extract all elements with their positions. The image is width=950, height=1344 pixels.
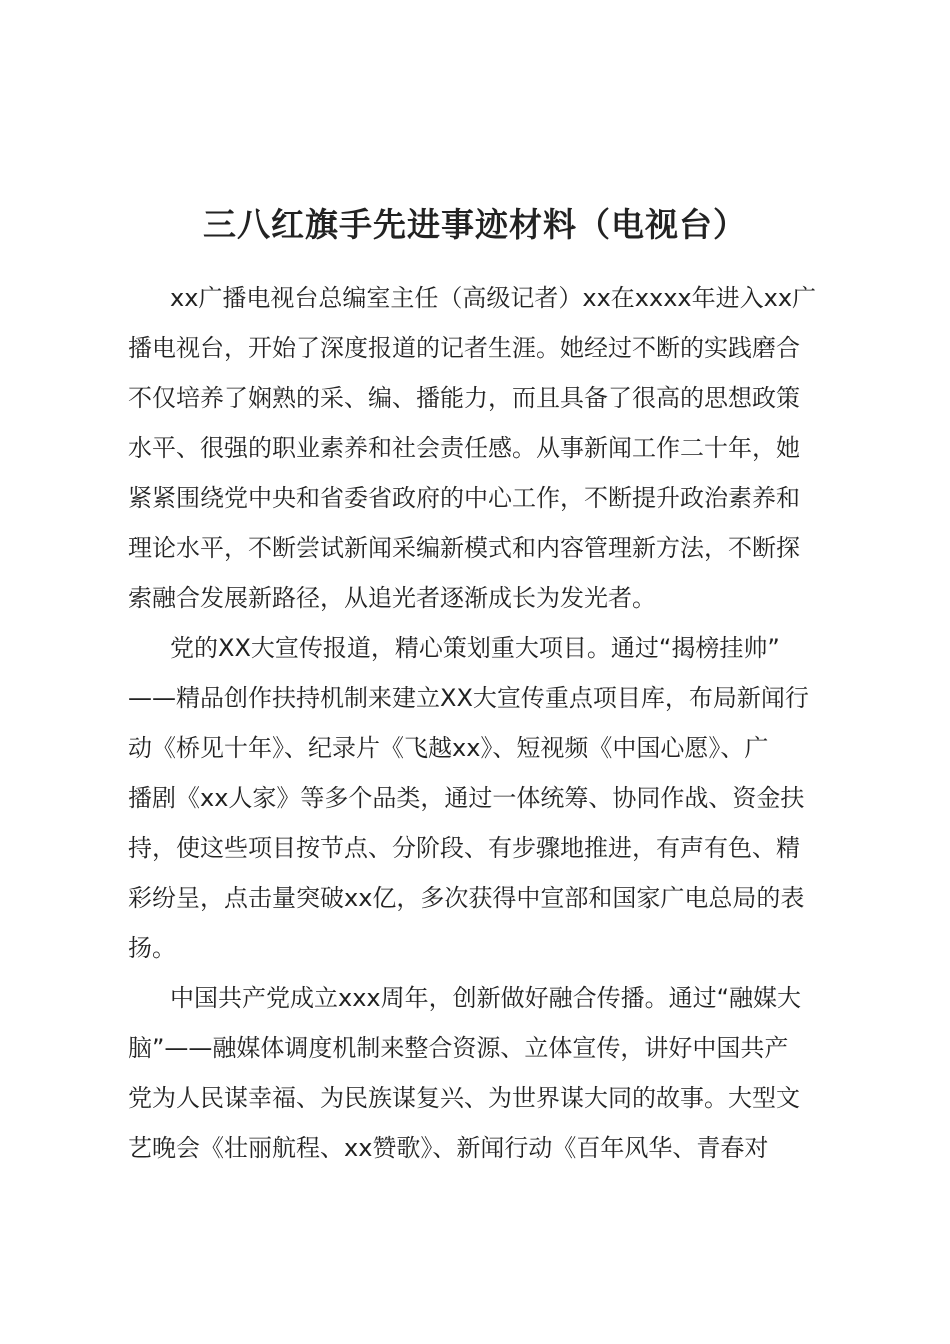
paragraph-line: 播剧《xx人家》等多个品类，通过一体统筹、协同作战、资金扶 xyxy=(128,784,805,812)
paragraph-line: 党为人民谋幸福、为民族谋复兴、为世界谋大同的故事。大型文 xyxy=(128,1084,800,1112)
paragraph-1 xyxy=(128,273,858,623)
paragraph-2 xyxy=(128,623,858,973)
paragraph-line: ——精品创作扶持机制来建立XX大宣传重点项目库，布局新闻行 xyxy=(128,684,809,712)
paragraph-line: 不仅培养了娴熟的采、编、播能力，而且具备了很高的思想政策 xyxy=(128,384,800,412)
paragraph-3 xyxy=(128,973,858,1173)
paragraph-line: 党的XX大宣传报道，精心策划重大项目。通过“揭榜挂帅” xyxy=(170,634,780,662)
document-body xyxy=(128,273,858,1173)
paragraph-line: 紧紧围绕党中央和省委省政府的中心工作，不断提升政治素养和 xyxy=(128,484,800,512)
paragraph-line: 彩纷呈，点击量突破xx亿，多次获得中宣部和国家广电总局的表 xyxy=(128,884,805,912)
paragraph-line: 艺晚会《壮丽航程、xx赞歌》、新闻行动《百年风华、青春对 xyxy=(128,1134,769,1162)
paragraph-line: xx广播电视台总编室主任（高级记者）xx在xxxx年进入xx广 xyxy=(170,284,817,312)
paragraph-line: 动《桥见十年》、纪录片《飞越xx》、短视频《中国心愿》、广 xyxy=(128,734,769,762)
paragraph-line: 索融合发展新路径，从追光者逐渐成长为发光者。 xyxy=(128,584,656,612)
paragraph-line: 水平、很强的职业素养和社会责任感。从事新闻工作二十年，她 xyxy=(128,434,800,462)
paragraph-line: 扬。 xyxy=(128,934,176,962)
paragraph-line: 播电视台，开始了深度报道的记者生涯。她经过不断的实践磨合 xyxy=(128,334,800,362)
paragraph-line: 脑”——融媒体调度机制来整合资源、立体宣传，讲好中国共产 xyxy=(128,1034,789,1062)
paragraph-line: 持，使这些项目按节点、分阶段、有步骤地推进，有声有色、精 xyxy=(128,834,800,862)
document-title: 三八红旗手先进事迹材料（电视台） xyxy=(203,205,747,244)
paragraph-line: 中国共产党成立xxx周年，创新做好融合传播。通过“融媒大 xyxy=(170,984,802,1012)
paragraph-line: 理论水平，不断尝试新闻采编新模式和内容管理新方法，不断探 xyxy=(128,534,800,562)
